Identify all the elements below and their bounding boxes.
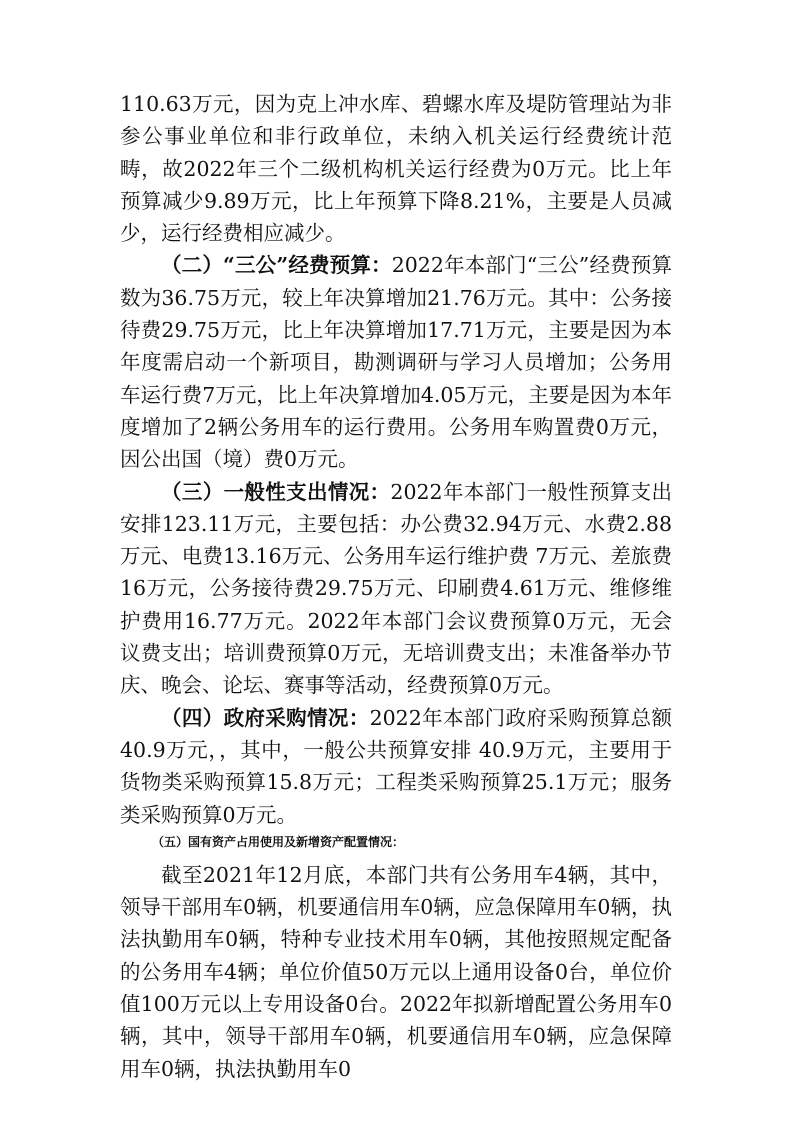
paragraph-text: 2022年本部门政府采购预算总额40.9万元，，其中，一般公共预算安排 40.9万元，主要用于货物类采购预算15.8万元；工程类采购预算25.1万元；服务类采购预算0万元。 — [120, 705, 673, 827]
section-heading-4: （四）政府采购情况： — [161, 705, 370, 730]
section-heading-3: （三）一般性支出情况： — [161, 479, 391, 504]
section-heading-5: （五）国有资产占用使用及新增资产配置情况： — [152, 834, 405, 849]
section-heading-2: （二）“三公”经费预算： — [161, 253, 392, 278]
paragraph-text: 2022年本部门“三公”经费预算数为36.75万元，较上年决算增加21.76万元。其中：公务接待费29.75万元，比上年决算增加17.71万元，主要是因为本年度需启动一个新项目，勘测调研与学习人员增加；公务用车运行费7万元，比上年决算增加4.05万元，主要是因为本年度增加了2辆公务用车的运行费用。公务用车购置费0万元，因公出国（境）费0万元。 — [120, 253, 672, 472]
paragraph-operating-expenses — [120, 88, 672, 249]
paragraph-text: 2022年本部门一般性预算支出安排123.11万元，主要包括：办公费32.94万元、水费2.88万元、电费13.16万元、公务用车运行维护费 7万元、差旅费16万元，公务接待费29.75万元、印刷费4.61万元、维修维护费用16.77万元。2022年本部门会议费预算0万元，无会议费支出；培训费预算0万元，无培训费支出；未准备举办节庆、晚会、论坛、赛事等活动，经费预算0万元。 — [120, 479, 673, 698]
document-page — [120, 88, 672, 1085]
paragraph-general-expenditure — [120, 476, 672, 702]
paragraph-text: 截至2021年12月底，本部门共有公务用车4辆，其中，领导干部用车0辆，机要通信用车0辆，应急保障用车0辆，执法执勤用车0辆，特种专业技术用车0辆，其他按照规定配备的公务用车4辆；单位价值50万元以上通用设备0台，单位价值100万元以上专用设备0台。2022年拟新增配置公务用车0辆，其中，领导干部用车0辆，机要通信用车0辆，应急保障用车0辆，执法执勤用车0 — [120, 862, 672, 1081]
paragraph-text: 110.63万元，因为克上冲水库、碧螺水库及堤防管理站为非参公事业单位和非行政单位，未纳入机关运行经费统计范畴，故2022年三个二级机构机关运行经费为0万元。比上年预算减少9.89万元，比上年预算下降8.21%，主要是人员减少，运行经费相应减少。 — [120, 92, 672, 246]
paragraph-state-assets — [120, 859, 672, 1085]
paragraph-three-public-expenses — [120, 249, 672, 475]
paragraph-government-procurement — [120, 702, 672, 831]
